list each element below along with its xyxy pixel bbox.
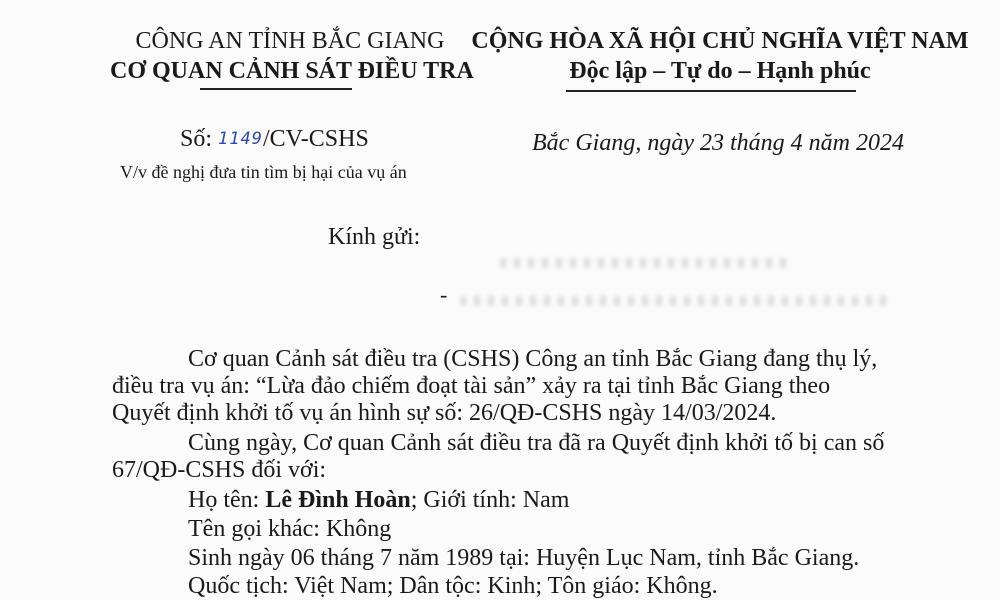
paragraph-1-line-1: Cơ quan Cảnh sát điều tra (CSHS) Công an tỉnh Bắc Giang đang thụ lý, <box>188 346 878 372</box>
recipient-dash: - <box>440 282 448 307</box>
alias-line: Tên gọi khác: Không <box>188 516 392 542</box>
paragraph-2-line-2: 67/QĐ-CSHS đối với: <box>112 457 327 483</box>
document-subject: V/v đề nghị đưa tin tìm bị hại của vụ án <box>120 162 407 182</box>
place-date: Bắc Giang, ngày 23 tháng 4 năm 2024 <box>532 130 904 156</box>
agency-name: CƠ QUAN CẢNH SÁT ĐIỀU TRA <box>110 58 474 84</box>
paragraph-1-line-2: điều tra vụ án: “Lừa đảo chiếm đoạt tài sản” xảy ra tại tỉnh Bắc Giang theo <box>112 373 831 399</box>
nationality-line: Quốc tịch: Việt Nam; Dân tộc: Kinh; Tôn giáo: Không. <box>188 573 718 599</box>
motto-underline <box>566 90 856 92</box>
country-name: CỘNG HÒA XÃ HỘI CHỦ NGHĨA VIỆT NAM <box>471 28 969 54</box>
agency-parent: CÔNG AN TỈNH BẮC GIANG <box>135 28 445 54</box>
recipient-label: Kính gửi: <box>328 224 421 250</box>
motto: Độc lập – Tự do – Hạnh phúc <box>569 58 871 84</box>
paragraph-1-line-3: Quyết định khởi tố vụ án hình sự số: 26/QĐ-CSHS ngày 14/03/2024. <box>112 400 777 426</box>
paragraph-2-line-1: Cùng ngày, Cơ quan Cảnh sát điều tra đã ra Quyết định khởi tố bị can số <box>188 430 885 456</box>
gender: ; Giới tính: Nam <box>410 487 570 513</box>
name-label: Họ tên: <box>188 487 266 513</box>
document-number <box>180 124 369 154</box>
birth-line: Sinh ngày 06 tháng 7 năm 1989 tại: Huyện Lục Nam, tỉnh Bắc Giang. <box>188 545 860 571</box>
agency-underline <box>200 88 352 90</box>
number-suffix: /CV-CSHS <box>262 126 369 152</box>
redacted-recipient-1 <box>500 258 790 268</box>
redacted-recipient-2 <box>460 296 890 306</box>
number-prefix: Số: <box>180 126 213 152</box>
national-header <box>470 26 970 86</box>
suspect-name: Lê Đình Hoàn <box>265 487 411 513</box>
agency-header <box>110 26 474 86</box>
handwritten-number: 1149 <box>218 129 263 149</box>
suspect-name-line <box>188 487 569 514</box>
